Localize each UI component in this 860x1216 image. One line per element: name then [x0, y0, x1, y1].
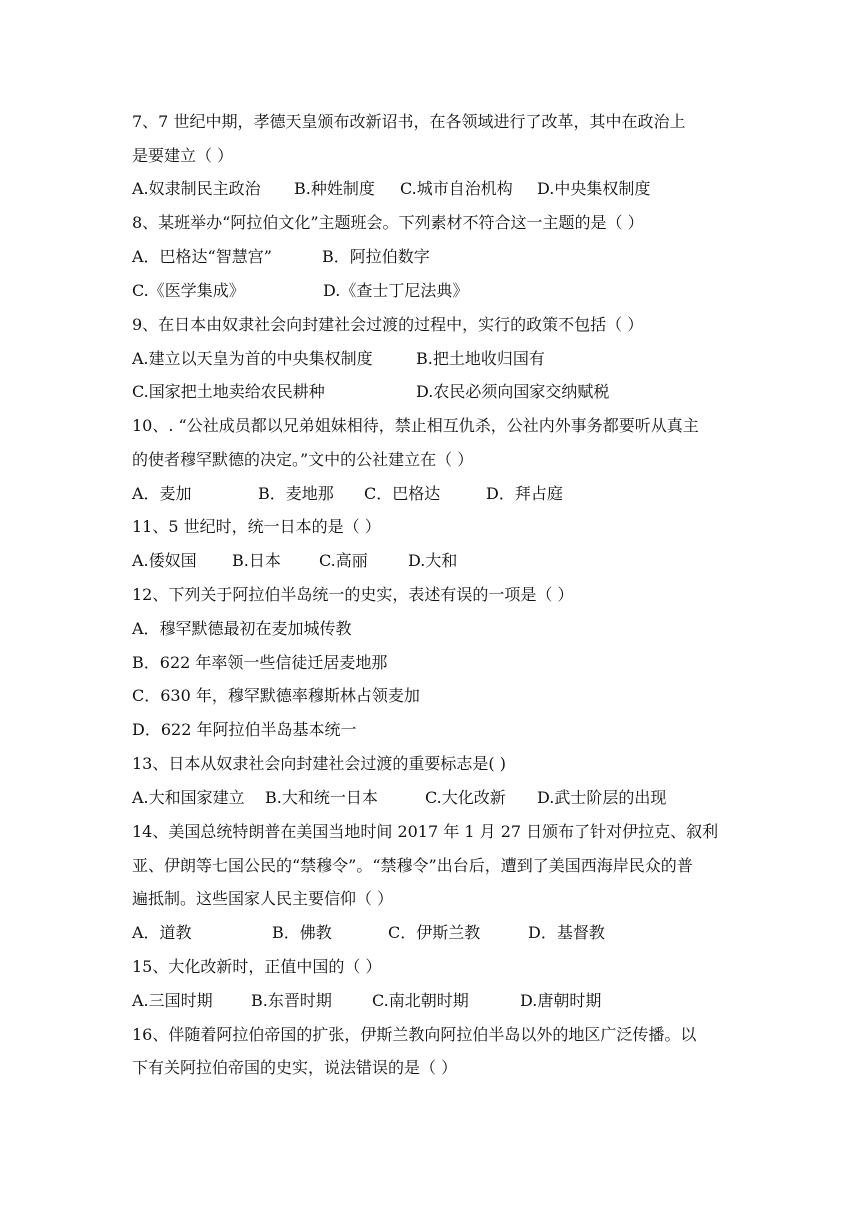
option-d[interactable]: D．622 年阿拉伯半岛基本统一: [132, 720, 357, 739]
option-a[interactable]: A．穆罕默德最初在麦加城传教: [132, 619, 352, 638]
option-a[interactable]: A．巴格达“智慧宫”: [132, 247, 272, 266]
option-a[interactable]: A．道教: [132, 923, 192, 942]
question-text: 15、大化改新时，正值中国的（ ）: [132, 957, 382, 976]
option-a[interactable]: A.建立以天皇为首的中央集权制度: [132, 349, 373, 368]
option-c[interactable]: C.《医学集成》: [132, 281, 245, 300]
option-a[interactable]: A.奴隶制民主政治: [132, 179, 261, 198]
option-c[interactable]: C．630 年，穆罕默德率穆斯林占领麦加: [132, 686, 420, 705]
question-text: 下有关阿拉伯帝国的史实，说法错误的是（ ）: [132, 1058, 458, 1077]
option-b[interactable]: B．阿拉伯数字: [322, 247, 430, 266]
option-c[interactable]: C.国家把土地卖给农民耕种: [132, 382, 325, 401]
option-d[interactable]: D．拜占庭: [486, 484, 563, 503]
option-d[interactable]: D.《查士丁尼法典》: [323, 281, 469, 300]
question-text: 9、在日本由奴隶社会向封建社会过渡的过程中，实行的政策不包括（ ）: [132, 315, 644, 334]
option-b[interactable]: B.大和统一日本: [265, 788, 378, 807]
question-text: 8、某班举办“阿拉伯文化”主题班会。下列素材不符合这一主题的是（ ）: [132, 213, 644, 232]
option-c[interactable]: C.南北朝时期: [372, 991, 469, 1010]
option-b[interactable]: B.日本: [232, 551, 281, 570]
option-d[interactable]: D.武士阶层的出现: [537, 788, 667, 807]
question-text: 是要建立（ ）: [132, 146, 234, 165]
question-text: 的使者穆罕默德的决定。”文中的公社建立在（ ）: [132, 450, 474, 469]
option-c[interactable]: C.高丽: [319, 551, 368, 570]
option-b[interactable]: B．佛教: [272, 923, 332, 942]
question-text: 10、. “公社成员都以兄弟姐妹相待，禁止相互仇杀，公社内外事务都要听从真主: [132, 416, 699, 435]
option-d[interactable]: D.农民必须向国家交纳赋税: [416, 382, 610, 401]
option-a[interactable]: A.倭奴国: [132, 551, 197, 570]
question-text: 亚、伊朗等七国公民的“禁穆令”。“禁穆令”出台后，遭到了美国西海岸民众的普: [132, 856, 693, 875]
question-text: 16、伴随着阿拉伯帝国的扩张，伊斯兰教向阿拉伯半岛以外的地区广泛传播。以: [132, 1025, 697, 1044]
option-d[interactable]: D.大和: [408, 551, 458, 570]
option-c[interactable]: C.大化改新: [425, 788, 506, 807]
option-c[interactable]: C．巴格达: [364, 484, 441, 503]
option-a[interactable]: A.大和国家建立: [132, 788, 245, 807]
question-text: 13、日本从奴隶社会向封建社会过渡的重要标志是( ): [132, 754, 506, 773]
option-b[interactable]: B.东晋时期: [251, 991, 332, 1010]
question-text: 14、美国总统特朗普在美国当地时间 2017 年 1 月 27 日颁布了针对伊拉克、叙利: [132, 822, 719, 841]
question-text: 11、5 世纪时，统一日本的是（ ）: [132, 517, 381, 536]
option-c[interactable]: C．伊斯兰教: [388, 923, 481, 942]
option-b[interactable]: B.种姓制度: [294, 179, 375, 198]
option-a[interactable]: A．麦加: [132, 484, 192, 503]
option-d[interactable]: D.唐朝时期: [520, 991, 602, 1010]
question-text: 12、下列关于阿拉伯半岛统一的史实，表述有误的一项是（ ）: [132, 585, 574, 604]
question-text: 遍抵制。这些国家人民主要信仰（ ）: [132, 889, 394, 908]
option-a[interactable]: A.三国时期: [132, 991, 213, 1010]
option-d[interactable]: D．基督教: [528, 923, 605, 942]
option-b[interactable]: B.把土地收归国有: [416, 349, 545, 368]
question-text: 7、7 世纪中期，孝德天皇颁布改新诏书，在各领域进行了改革，其中在政治上: [132, 112, 686, 131]
option-b[interactable]: B．麦地那: [258, 484, 334, 503]
option-b[interactable]: B．622 年率领一些信徒迁居麦地那: [132, 653, 388, 672]
option-d[interactable]: D.中央集权制度: [537, 179, 651, 198]
option-c[interactable]: C.城市自治机构: [400, 179, 513, 198]
